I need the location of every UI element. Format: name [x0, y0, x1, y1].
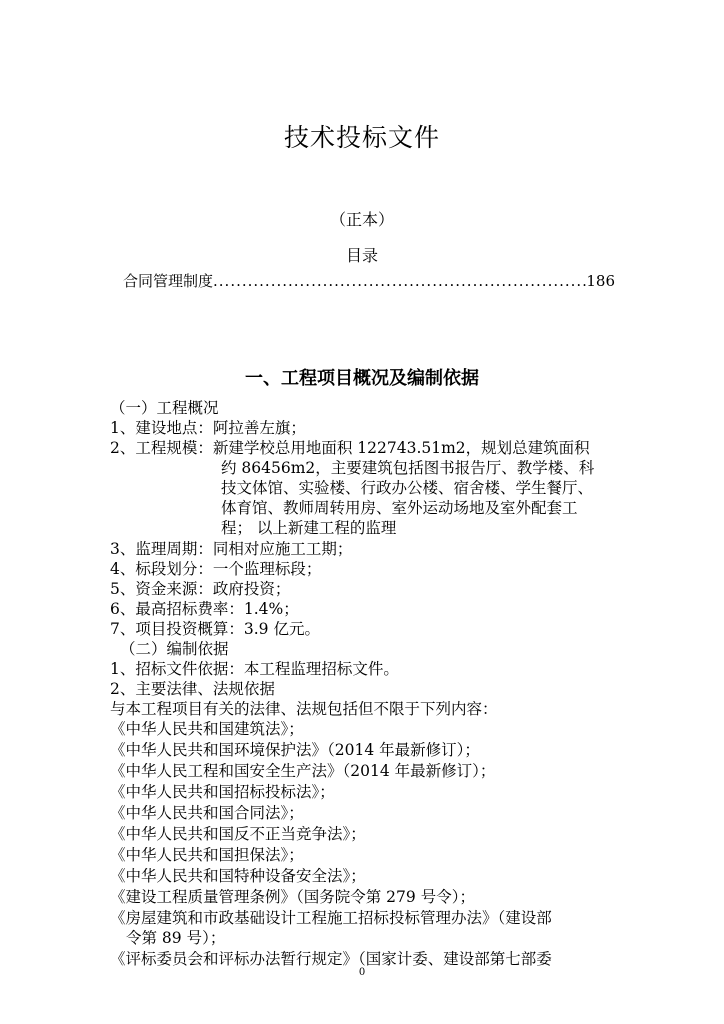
toc-entry-label: 合同管理制度	[123, 272, 214, 290]
overview-item-scale: 2、工程规模：新建学校总用地面积 122743.51m2，规划总建筑面积	[110, 439, 590, 457]
overview-item-funding: 5、资金来源：政府投资；	[110, 580, 291, 598]
overview-item-fee-rate: 6、最高招标费率：1.4%；	[110, 600, 299, 618]
edition-label: （正本）	[329, 210, 394, 229]
toc-leader-dots	[213, 272, 586, 290]
law-item: 《房屋建筑和市政基础设计工程施工招标投标管理办法》（建设部	[110, 909, 552, 927]
toc-entry[interactable]	[123, 270, 615, 291]
law-item-cont: 令第 89 号）；	[126, 929, 226, 947]
basis-intro: 与本工程项目有关的法律、法规包括但不限于下列内容：	[110, 700, 498, 718]
document-title: 技术投标文件	[283, 123, 440, 152]
toc-entry-page: 186	[586, 272, 615, 290]
overview-item-section: 4、标段划分：一个监理标段；	[110, 560, 322, 578]
overview-item-period: 3、监理周期：同相对应施工工期；	[110, 540, 353, 558]
law-item: 《评标委员会和评标办法暂行规定》（国家计委、建设部第七部委	[110, 950, 552, 968]
law-item: 《建设工程质量管理条例》（国务院令第 279 号令）；	[110, 888, 475, 906]
law-item: 《中华人民共和国反不正当竞争法》；	[110, 825, 366, 843]
basis-heading: （二）编制依据	[120, 640, 229, 658]
toc-title: 目录	[345, 246, 378, 265]
overview-item-budget: 7、项目投资概算：3.9 亿元。	[110, 620, 320, 638]
law-item: 《中华人民共和国建筑法》；	[110, 720, 304, 738]
overview-item-location: 1、建设地点：阿拉善左旗；	[110, 419, 306, 437]
section-heading: 一、工程项目概况及编制依据	[245, 368, 479, 389]
overview-item-scale-cont: 体育馆、教师周转用房、室外运动场地及室外配套工	[221, 499, 578, 517]
law-item: 《中华人民共和国担保法》；	[110, 846, 304, 864]
overview-heading: （一）工程概况	[110, 399, 219, 417]
overview-item-scale-cont: 技文体馆、实验楼、行政办公楼、宿舍楼、学生餐厅、	[221, 479, 594, 497]
law-item: 《中华人民工程和国安全生产法》（2014 年最新修订）；	[110, 762, 496, 780]
basis-item-tender: 1、招标文件依据：本工程监理招标文件。	[110, 660, 399, 678]
overview-item-scale-cont: 约 86456m2，主要建筑包括图书报告厅、教学楼、科	[221, 459, 595, 477]
law-item: 《中华人民共和国合同法》；	[110, 804, 304, 822]
basis-item-laws: 2、主要法律、法规依据	[110, 680, 275, 698]
law-item: 《中华人民共和国环境保护法》（2014 年最新修订）；	[110, 741, 480, 759]
law-item: 《中华人民共和国特种设备安全法》；	[110, 867, 366, 885]
overview-item-scale-cont: 程； 以上新建工程的监理	[221, 519, 397, 537]
law-item: 《中华人民共和国招标投标法》；	[110, 783, 335, 801]
page-number: 0	[358, 967, 366, 978]
